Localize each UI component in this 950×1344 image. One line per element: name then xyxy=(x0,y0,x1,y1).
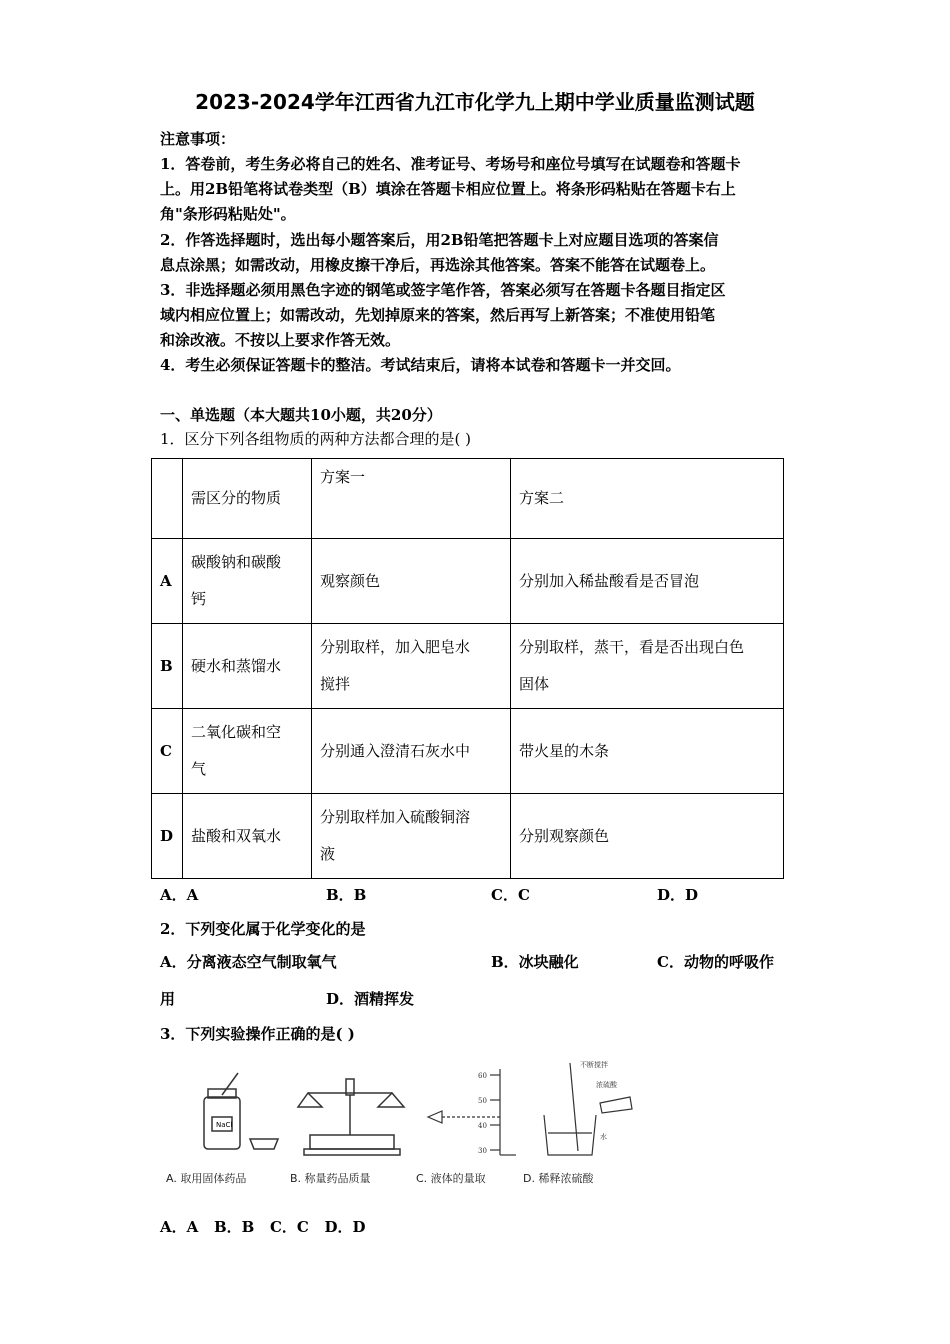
notice-line: 上。用2B铅笔将试卷类型（B）填涂在答题卡相应位置上。将条形码粘贴在答题卡右上 xyxy=(160,180,736,198)
measuring-cylinder-icon xyxy=(428,1069,516,1155)
method1-cell: 分别取样加入硫酸铜溶 液 xyxy=(312,794,511,879)
table-header-method2: 方案二 xyxy=(511,459,784,539)
acid-label: 浓硫酸 xyxy=(596,1081,617,1089)
table-header-method1: 方案一 xyxy=(312,459,511,539)
table-header-row xyxy=(152,459,784,539)
tick-label: 40 xyxy=(478,1122,487,1130)
row-label: B xyxy=(152,624,183,709)
table-cell xyxy=(152,459,183,539)
q2-option-c-cont: 用 xyxy=(160,990,176,1008)
q3-caption-b: B. 称量药品质量 xyxy=(290,1172,371,1185)
notice-line: 域内相应位置上；如需改动，先划掉原来的答案，然后再写上新答案；不准使用铅笔 xyxy=(160,306,716,324)
method2-cell: 分别观察颜色 xyxy=(511,794,784,879)
page-title: 2023-2024学年江西省九江市化学九上期中学业质量监测试题 xyxy=(195,90,755,114)
row-label: C xyxy=(152,709,183,794)
q3-stem: 3．下列实验操作正确的是( ) xyxy=(160,1025,355,1043)
q2-stem: 2．下列变化属于化学变化的是 xyxy=(160,920,366,938)
q3-caption-a: A. 取用固体药品 xyxy=(166,1172,247,1185)
row-label: A xyxy=(152,539,183,624)
nacl-label: NaCl xyxy=(216,1121,233,1129)
q2-option-d: D．酒精挥发 xyxy=(326,990,415,1008)
q1-option-d: D．D xyxy=(657,886,699,904)
method2-cell: 分别取样，蒸干，看是否出现白色 固体 xyxy=(511,624,784,709)
method1-cell: 分别通入澄清石灰水中 xyxy=(312,709,511,794)
substance-cell: 硬水和蒸馏水 xyxy=(183,624,312,709)
q1-option-c: C．C xyxy=(491,886,530,904)
beaker-icon xyxy=(544,1063,632,1155)
row-label: D xyxy=(152,794,183,879)
substance-cell: 碳酸钠和碳酸 钙 xyxy=(183,539,312,624)
q3-caption-d: D. 稀释浓硫酸 xyxy=(523,1172,594,1185)
notice-line: 角"条形码粘贴处"。 xyxy=(160,205,296,223)
notice-line: 1．答卷前，考生务必将自己的姓名、准考证号、考场号和座位号填写在试题卷和答题卡 xyxy=(160,155,741,173)
notice-line: 3．非选择题必须用黑色字迹的钢笔或签字笔作答，答案必须写在答题卡各题目指定区 xyxy=(160,281,726,299)
notice-line: 4．考生必须保证答题卡的整洁。考试结束后，请将本试卷和答题卡一并交回。 xyxy=(160,356,681,374)
q3-caption-c: C. 液体的量取 xyxy=(416,1172,486,1185)
table-row xyxy=(152,539,784,624)
q2-option-a: A．分离液态空气制取氧气 xyxy=(160,953,337,971)
balance-icon xyxy=(298,1079,404,1155)
reagent-jar-icon xyxy=(204,1073,278,1149)
substance-cell: 盐酸和双氧水 xyxy=(183,794,312,879)
method1-cell: 分别取样，加入肥皂水 搅拌 xyxy=(312,624,511,709)
stir-label: 不断搅拌 xyxy=(580,1061,608,1069)
q1-table xyxy=(151,458,784,879)
water-label: 水 xyxy=(600,1133,607,1141)
table-header-substance: 需区分的物质 xyxy=(183,459,312,539)
table-row xyxy=(152,624,784,709)
notice-heading: 注意事项： xyxy=(160,130,236,148)
method1-cell: 观察颜色 xyxy=(312,539,511,624)
table-row xyxy=(152,794,784,879)
q1-option-b: B．B xyxy=(326,886,367,904)
q1-stem: 1．区分下列各组物质的两种方法都合理的是( ) xyxy=(160,430,472,448)
substance-cell: 二氧化碳和空 气 xyxy=(183,709,312,794)
method2-cell: 分别加入稀盐酸看是否冒泡 xyxy=(511,539,784,624)
table-row xyxy=(152,709,784,794)
notice-line: 和涂改液。不按以上要求作答无效。 xyxy=(160,331,401,349)
tick-label: 50 xyxy=(478,1097,487,1105)
tick-label: 30 xyxy=(478,1147,487,1155)
q3-figure xyxy=(160,1055,660,1165)
section-heading: 一、单选题（本大题共10小题，共20分） xyxy=(160,406,442,424)
notice-line: 2．作答选择题时，选出每小题答案后，用2B铅笔把答题卡上对应题目选项的答案信 xyxy=(160,231,719,249)
method2-cell: 带火星的木条 xyxy=(511,709,784,794)
q2-option-b: B．冰块融化 xyxy=(491,953,579,971)
notice-line: 息点涂黑；如需改动，用橡皮擦干净后，再选涂其他答案。答案不能答在试题卷上。 xyxy=(160,256,716,274)
q1-option-a: A．A xyxy=(160,886,199,904)
tick-label: 60 xyxy=(478,1072,487,1080)
q3-options: A．A B．B C．C D．D xyxy=(160,1218,366,1236)
q2-option-c: C．动物的呼吸作 xyxy=(657,953,774,971)
